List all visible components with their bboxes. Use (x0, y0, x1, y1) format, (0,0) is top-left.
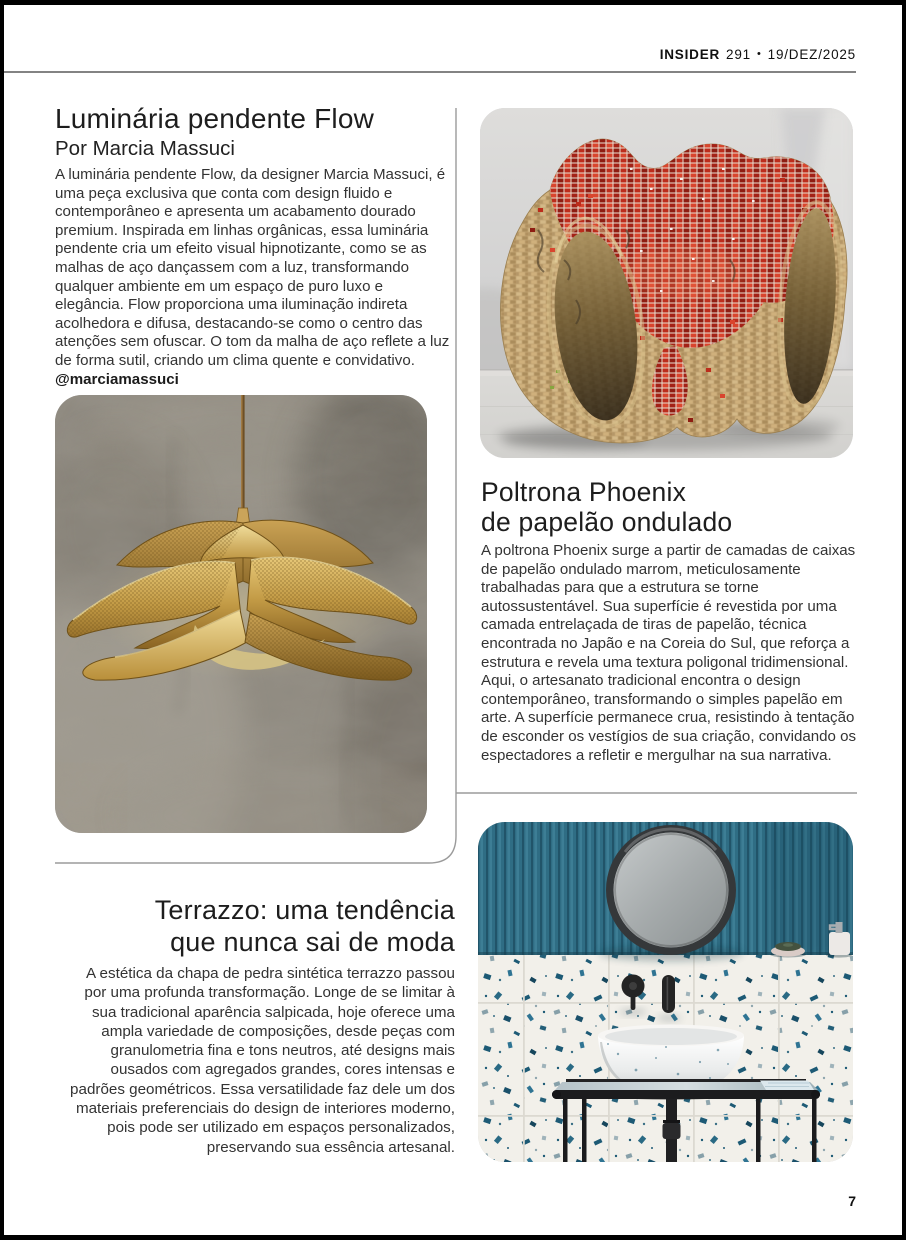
masthead-issue: 291 (726, 47, 751, 62)
phoenix-armchair-illustration (480, 108, 853, 458)
phoenix-title-line1: Poltrona Phoenix (481, 477, 687, 507)
page-border-right (902, 0, 906, 1240)
page-border-bottom (0, 1235, 906, 1240)
round-mirror (606, 825, 736, 955)
terrazzo-bathroom-photo (478, 822, 853, 1162)
article-flow-body (55, 166, 451, 389)
page-number: 7 (848, 1193, 856, 1209)
article-terrazzo-title (60, 894, 455, 958)
masthead-date: 19/DEZ/2025 (767, 47, 856, 62)
page-border-left (0, 0, 4, 1240)
terrazzo-title-line1: Terrazzo: uma tendência (154, 895, 455, 925)
masthead-brand: INSIDER (659, 47, 721, 62)
towel (760, 1081, 814, 1091)
article-phoenix-title (481, 477, 863, 537)
page-border-top (0, 0, 906, 5)
article-luminaria-flow (55, 104, 451, 389)
terrazzo-bathroom-illustration (478, 822, 853, 1162)
phoenix-title-line2: de papelão ondulado (481, 507, 733, 537)
masthead-bullet: • (756, 47, 762, 60)
article-phoenix-body: A poltrona Phoenix surge a partir de camadas de caixas de papelão ondulado marrom, meticulosamente trabalhadas para que a estrutura se torne autossustentável. Sua superfície é revestida por uma camada entrelaçada de tiras de papelão, técnica encontrada no Japão e na Coreia do Sul, que reforça a estrutura e revela uma textura poligonal tridimensional. Aqui, o artesanato tradicional encontra o design contemporâneo, transformando o simples papelão em arte. A superfície permanece crua, resistindo à tentação de esconder os vestígios de sua criação, convidando os espectadores a refletir e mergulhar na sua narrativa. (481, 542, 857, 764)
article-flow-byline: Por Marcia Massuci (55, 137, 235, 160)
article-flow-text: A luminária pendente Flow, da designer Marcia Massuci, é uma peça exclusiva que conta com design fluido e contemporâneo e apresenta um acabamento dourado premium. Inspirada em linhas orgânicas, essa luminária pendente cria um efeito visual hipnotizante, como se as malhas de aço dançassem com a luz, transformando qualquer ambiente em um espaço de puro luxo e elegância. Flow proporciona uma iluminação indireta acolhedora e difusa, destacando-se como o centro das atenções sem ofuscar. O tom da malha de aço reflete a luz de forma sutil, criando um clima quente e convidativo. (55, 166, 450, 369)
instagram-handle: @marciamassuci (55, 370, 179, 388)
masthead (660, 47, 856, 62)
article-terrazzo (60, 894, 455, 1157)
phoenix-armchair-photo (480, 108, 853, 458)
article-flow-title: Luminária pendente Flow (55, 103, 375, 134)
article-terrazzo-body: A estética da chapa de pedra sintética terrazzo passou por uma profunda transformação. Longe de se limitar à sua tradicional aparência salpicada, hoje oferece uma ampla variedade de composições, desde peças com granulometria fina e tons neutros, até designs mais ousados com agregados grandes, cores intensas e padrões geométricos. Essa versatilidade faz dele um dos materiais preferenciais do design de interiores moderno, pois pode ser utilizado em espaços personalizados, preservando sua essência artesanal. (70, 965, 455, 1156)
pendant-lamp-photo (55, 395, 427, 833)
chair-body (500, 139, 847, 443)
terrazzo-title-line2: que nunca sai de moda (170, 927, 455, 957)
masthead-rule (4, 71, 856, 73)
pendant-lamp-illustration (55, 395, 427, 833)
article-poltrona-phoenix (481, 477, 863, 765)
